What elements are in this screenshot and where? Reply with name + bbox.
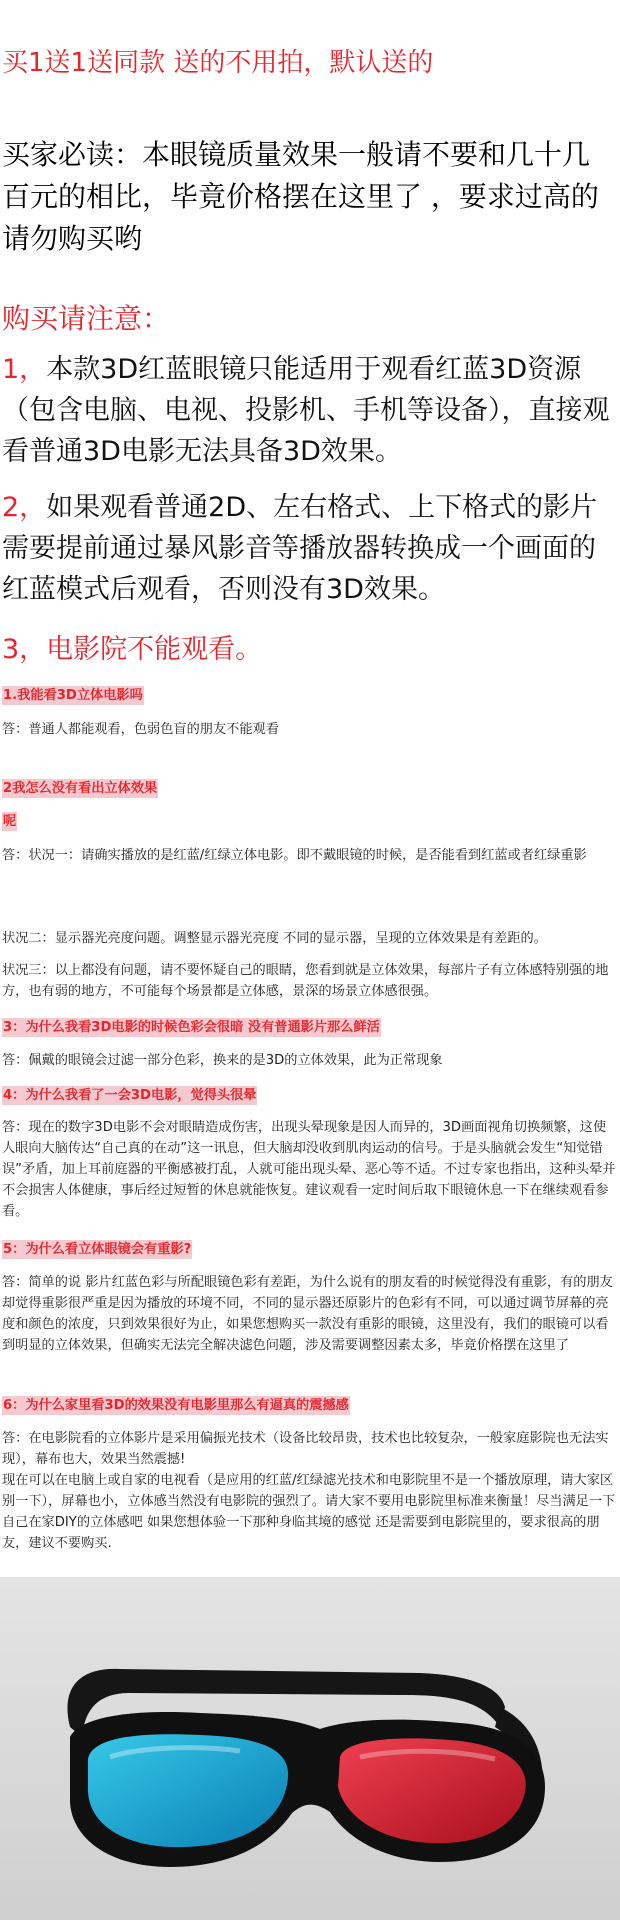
faq-question: 6：为什么家里看3D的效果没有电影里那么有逼真的震撼感: [3, 1398, 349, 1413]
faq-answer-5: 答：简单的说 影片红蓝色彩与所配眼镜色彩有差距，为什么说有的朋友看的时候觉得没有重影，有的朋友却觉得重影很严重是因为播放的环境不同，不同的显示器还原影片的色彩有不同，可以通过调节屏幕的亮度和颜色的浓度，只到效果很好为止，如果您想购买一款没有重影的眼镜，这里没有，我们的眼镜可以看到明显的立体效果，但确实无法完全解决滤色问题，涉及需要调整因素太多，毕竟价格摆在这里了: [2, 1275, 613, 1353]
faq-question-6: [2, 1395, 618, 1416]
faq-answer-2-case-3: 状况三：以上都没有问题，请不要怀疑自己的眼睛，您看到就是立体效果，每部片子有立体感特别强的地方，也有弱的地方，不可能每个场景都是立体感，景深的场景立体感很强。: [2, 963, 609, 999]
attention-item-text: 如果观看普通2D、左右格式、上下格式的影片需要提前通过暴风影音等播放器转换成一个画面的红蓝模式后观看，否则没有3D效果。: [2, 492, 598, 605]
faq-question-2: [2, 778, 618, 799]
faq-answer-2-case-1: 答：状况一：请确实播放的是红蓝/红绿立体电影。即不戴眼镜的时候，是否能看到红蓝或者红绿重影: [2, 848, 587, 863]
attention-item-3: [2, 629, 614, 670]
faq-answer-4: 答：现在的数字3D电影不会对眼睛造成伤害，出现头晕现象是因人而异的，3D画面视角切换频繁，这使人眼向大脑传达“自己真的在动”这一讯息，但大脑却没收到肌肉运动的信号。于是头脑就会发生“知觉错误”矛盾，加上耳前庭器的平衡感被打乱，人就可能出现头晕、恶心等不适。不过专家也指出，这种头晕并不会损害人体健康，事后经过短暂的休息就能恢复。建议观看一定时间后取下眼镜休息一下在继续观看参看。: [2, 1120, 616, 1219]
attention-item-number: 2，: [2, 492, 47, 523]
product-photo: [0, 1577, 620, 1920]
faq-question-5: [2, 1239, 618, 1260]
faq-question-2-tail: [2, 811, 618, 832]
attention-title: 购买请注意：: [2, 302, 171, 335]
faq-question: 呢: [3, 814, 17, 829]
attention-item-1: [2, 349, 614, 472]
attention-item-number: 1，: [2, 354, 47, 385]
attention-item-number: 3，: [2, 634, 47, 665]
faq-answer-6-part-2: 现在可以在电脑上或自家的电视看（是应用的红蓝/红绿滤光技术和电影院里不是一个播放原理，请大家区别一下），屏幕也小，立体感当然没有电影院的强烈了。请大家不要用电影院里标准来衡量！尽当满足一下自己在家DIY的立体感吧 如果您想体验一下那种身临其境的感觉 还是需要到电影院里的，要求很高的朋友，建议不要购买.: [2, 1473, 616, 1551]
faq-answer-3: 答：佩戴的眼镜会过滤一部分色彩，换来的是3D的立体效果，此为正常现象: [2, 1053, 443, 1068]
attention-item-2: [2, 487, 614, 610]
faq-question-1: [2, 685, 618, 706]
faq-question-4: [2, 1085, 618, 1106]
faq-question: 2我怎么没有看出立体效果: [3, 781, 158, 796]
faq-question-3: [2, 1017, 618, 1038]
faq-question: 5：为什么看立体眼镜会有重影?: [3, 1242, 192, 1257]
faq-question: 1.我能看3D立体电影吗: [3, 688, 143, 703]
faq-answer-2-case-2: 状况二：显示器光亮度问题。调整显示器光亮度 不同的显示器，呈现的立体效果是有差距的。: [2, 931, 547, 946]
buyer-notice: 买家必读：本眼镜质量效果一般请不要和几十几百元的相比，毕竟价格摆在这里了 ，要求过高的请勿购买哟: [2, 138, 599, 255]
promo-banner: 买1送1送同款 送的不用拍，默认送的: [2, 48, 434, 78]
attention-item-text: 电影院不能观看。: [46, 634, 263, 665]
faq-question: 3：为什么我看3D电影的时候色彩会很暗 没有普通影片那么鲜活: [3, 1020, 380, 1035]
faq-answer-1: 答：普通人都能观看，色弱色盲的朋友不能观看: [2, 722, 279, 737]
attention-item-text: 本款3D红蓝眼镜只能适用于观看红蓝3D资源（包含电脑、电视、投影机、手机等设备），直接观看普通3D电影无法具备3D效果。: [2, 354, 610, 467]
faq-answer-6-part-1: 答：在电影院看的立体影片是采用偏振光技术（设备比较昂贵，技术也比较复杂，一般家庭影院也无法实现），幕布也大，效果当然震撼!: [2, 1431, 609, 1467]
faq-question: 4：为什么我看了一会3D电影，觉得头很晕: [3, 1088, 257, 1103]
